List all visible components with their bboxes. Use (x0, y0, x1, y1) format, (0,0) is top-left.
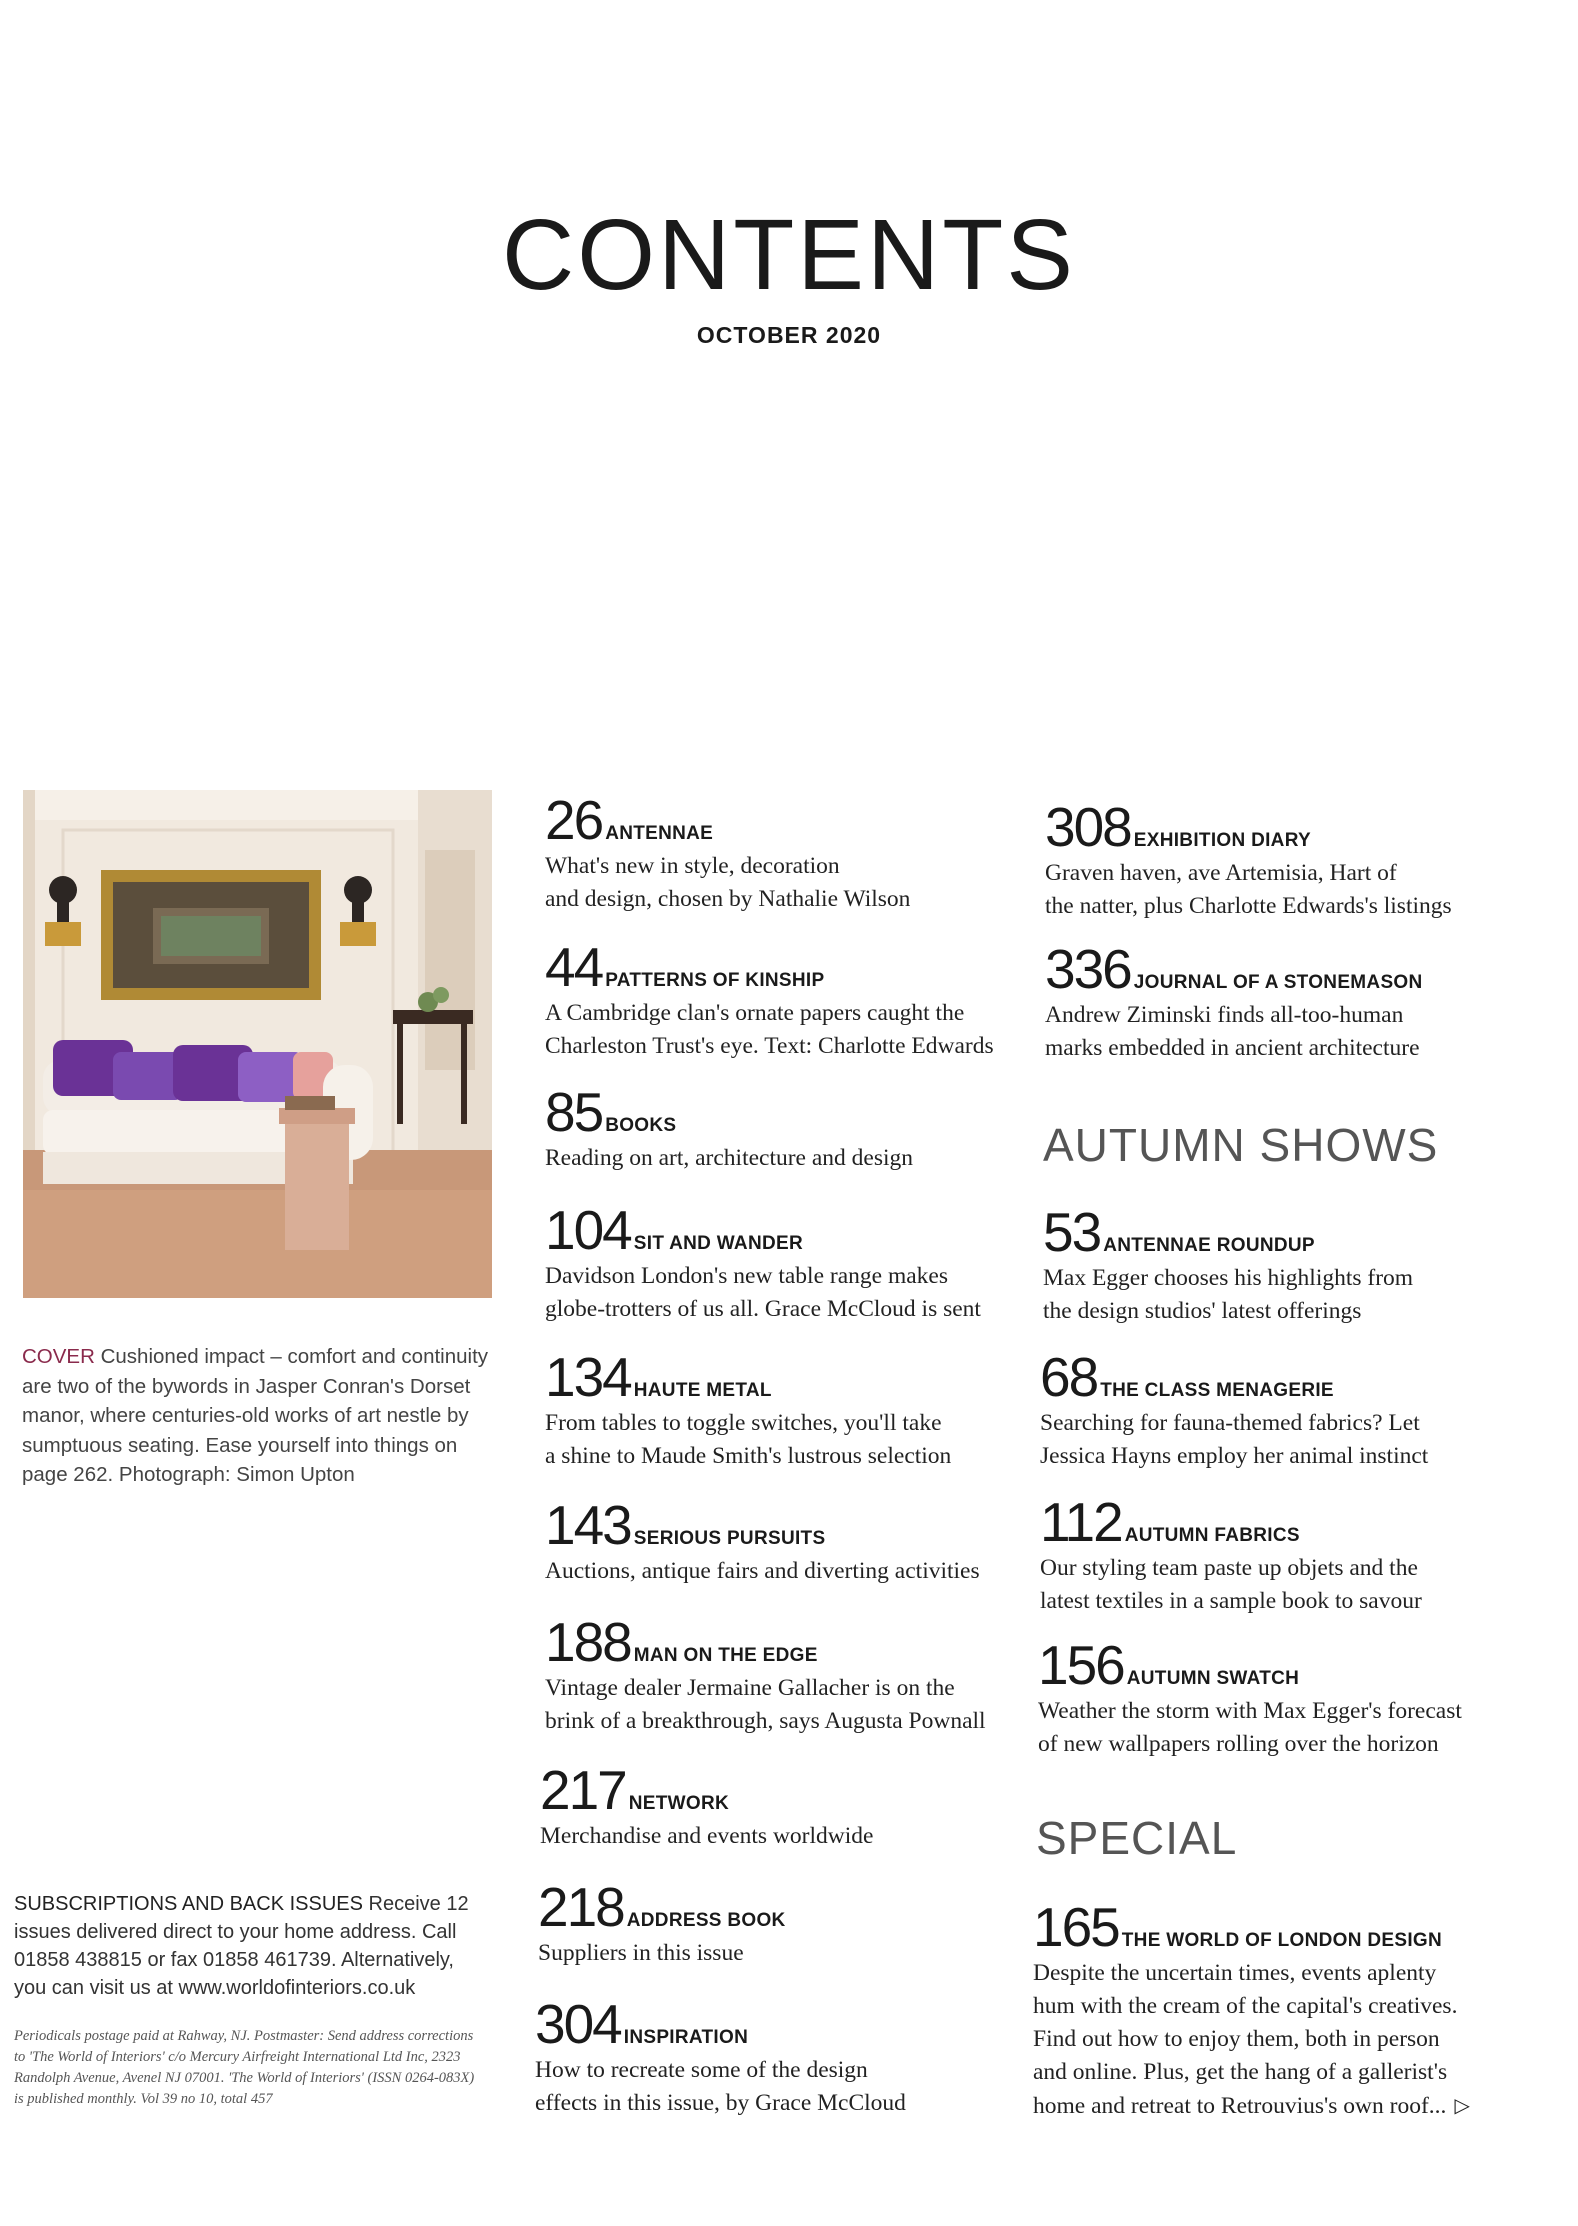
cover-caption (22, 1342, 492, 1490)
entry-line: What's new in style, decoration (545, 853, 840, 879)
section-title: ANTENNAE ROUNDUP (1103, 1235, 1315, 1256)
section-title: AUTUMN SWATCH (1126, 1668, 1300, 1689)
entry-line: marks embedded in ancient architecture (1045, 1035, 1420, 1061)
section-title: NETWORK (628, 1793, 730, 1814)
toc-entry[interactable] (540, 1759, 874, 1853)
toc-entry[interactable] (535, 1993, 906, 2120)
toc-entry[interactable] (545, 1081, 914, 1175)
entry-line: Auctions, antique fairs and diverting activities (545, 1558, 980, 1584)
entry-line: latest textiles in a sample book to savour (1040, 1588, 1422, 1614)
entry-line: Searching for fauna-themed fabrics? Let (1040, 1410, 1420, 1436)
section-title: SERIOUS PURSUITS (633, 1528, 826, 1549)
page-number: 304 (535, 1993, 621, 2055)
subscriptions-block (14, 1890, 484, 2002)
section-title: ADDRESS BOOK (626, 1910, 786, 1931)
entry-line: brink of a breakthrough, says Augusta Pownall (545, 1708, 986, 1734)
section-title: AUTUMN FABRICS (1124, 1525, 1300, 1546)
cover-caption-text: Cushioned impact – comfort and continuity are two of the bywords in Jasper Conran's Dorset manor, where centuries-old works of art nestle by sumptuous seating. Ease yourself into things on page 262. Photograph: Simon Upton (22, 1345, 489, 1486)
entry-line: the natter, plus Charlotte Edwards's listings (1045, 893, 1452, 919)
subscriptions-text: Receive 12 issues delivered direct to your home address. Call 01858 438815 or fax 01858 461739. Alternatively, you can visit us at www.worldofinteriors.co.uk (14, 1893, 469, 1999)
toc-entry[interactable] (1033, 1896, 1470, 2123)
entry-line: and online. Plus, get the hang of a gallerist's (1033, 2059, 1448, 2085)
toc-entry[interactable] (545, 789, 911, 916)
section-title: JOURNAL OF A STONEMASON (1133, 972, 1423, 993)
entry-line: Andrew Ziminski finds all-too-human (1045, 1002, 1404, 1028)
entry-line: Jessica Hayns employ her animal instinct (1040, 1443, 1429, 1469)
toc-entry[interactable] (538, 1876, 786, 1970)
entry-line: a shine to Maude Smith's lustrous selection (545, 1443, 952, 1469)
entry-line: the design studios' latest offerings (1043, 1298, 1362, 1324)
section-title: BOOKS (605, 1115, 677, 1136)
page-number: 134 (545, 1346, 631, 1408)
entry-line: Our styling team paste up objets and the (1040, 1555, 1418, 1581)
section-title: SIT AND WANDER (633, 1233, 803, 1254)
page-number: 336 (1045, 938, 1131, 1000)
entry-line: Graven haven, ave Artemisia, Hart of (1045, 860, 1397, 886)
page-number: 68 (1040, 1346, 1098, 1408)
toc-entry[interactable] (1045, 796, 1452, 923)
toc-entry[interactable] (545, 1199, 981, 1326)
page-number: 217 (540, 1759, 626, 1821)
toc-entry[interactable] (1043, 1201, 1414, 1328)
entry-line: How to recreate some of the design (535, 2057, 868, 2083)
entry-line: Reading on art, architecture and design (545, 1145, 914, 1171)
postal-notice: Periodicals postage paid at Rahway, NJ. Postmaster: Send address corrections to 'The World of Interiors' c/o Mercury Airfreight International Ltd Inc, 2323 Randolph Avenue, Avenel NJ 07001. 'The World of Interiors' (ISSN 0264-083X) is published monthly. Vol 39 no 10, total 457 (14, 2028, 475, 2107)
page-title: CONTENTS (502, 199, 1076, 311)
page-number: 156 (1038, 1634, 1124, 1696)
entry-line: Despite the uncertain times, events aplenty (1033, 1960, 1437, 1986)
section-title: HAUTE METAL (633, 1380, 772, 1401)
section-title: THE CLASS MENAGERIE (1100, 1380, 1334, 1401)
page-number: 218 (538, 1876, 624, 1938)
toc-entry[interactable] (1045, 938, 1423, 1065)
entry-line: and design, chosen by Nathalie Wilson (545, 886, 911, 912)
section-title: THE WORLD OF LONDON DESIGN (1121, 1930, 1442, 1951)
cover-photo (23, 790, 492, 1298)
entry-line: A Cambridge clan's ornate papers caught the (545, 1000, 965, 1026)
section-heading-autumn-shows: AUTUMN SHOWS (1043, 1119, 1439, 1171)
entry-line: hum with the cream of the capital's creatives. (1033, 1993, 1458, 2019)
page-number: 308 (1045, 796, 1131, 858)
issue-date: OCTOBER 2020 (696, 322, 882, 348)
toc-entry[interactable] (1038, 1634, 1462, 1761)
toc-entry[interactable] (545, 1346, 952, 1473)
section-heading-special: SPECIAL (1036, 1812, 1238, 1864)
entry-line: From tables to toggle switches, you'll take (545, 1410, 942, 1436)
section-title: ANTENNAE (605, 823, 714, 844)
page-number: 188 (545, 1611, 631, 1673)
entry-line: Find out how to enjoy them, both in person (1033, 2026, 1440, 2052)
entry-line: effects in this issue, by Grace McCloud (535, 2090, 906, 2116)
section-title: INSPIRATION (623, 2027, 749, 2048)
section-title: MAN ON THE EDGE (633, 1645, 818, 1666)
toc-entry[interactable] (545, 936, 994, 1063)
entry-line: Charleston Trust's eye. Text: Charlotte Edwards (545, 1033, 994, 1059)
toc-entry[interactable] (1040, 1346, 1429, 1473)
page-number: 53 (1043, 1201, 1101, 1263)
page-number: 165 (1033, 1896, 1119, 1958)
entry-line: of new wallpapers rolling over the horizon (1038, 1731, 1439, 1757)
entry-line: home and retreat to Retrouvius's own roof... (1033, 2093, 1447, 2119)
entry-line: Max Egger chooses his highlights from (1043, 1265, 1414, 1291)
triangle-right-icon: ▷ (1454, 2093, 1470, 2117)
cover-label: COVER (22, 1345, 95, 1368)
page-number: 143 (545, 1494, 631, 1556)
section-title: PATTERNS OF KINSHIP (605, 970, 825, 991)
toc-entry[interactable] (545, 1494, 980, 1588)
page-number: 26 (545, 789, 603, 851)
section-title: EXHIBITION DIARY (1133, 830, 1311, 851)
subscriptions-label: SUBSCRIPTIONS AND BACK ISSUES (14, 1893, 363, 1915)
entry-line: globe-trotters of us all. Grace McCloud is sent (545, 1296, 981, 1322)
page-number: 112 (1040, 1491, 1122, 1553)
page-number: 85 (545, 1081, 603, 1143)
entry-line: Davidson London's new table range makes (545, 1263, 948, 1289)
toc-entry[interactable] (1040, 1491, 1422, 1618)
entry-line: Merchandise and events worldwide (540, 1823, 874, 1849)
entry-line: Vintage dealer Jermaine Gallacher is on the (545, 1675, 955, 1701)
page-number: 104 (545, 1199, 631, 1261)
page-number: 44 (545, 936, 603, 998)
toc-entry[interactable] (545, 1611, 986, 1738)
entry-line: Suppliers in this issue (538, 1940, 744, 1966)
entry-line: Weather the storm with Max Egger's forecast (1038, 1698, 1462, 1724)
